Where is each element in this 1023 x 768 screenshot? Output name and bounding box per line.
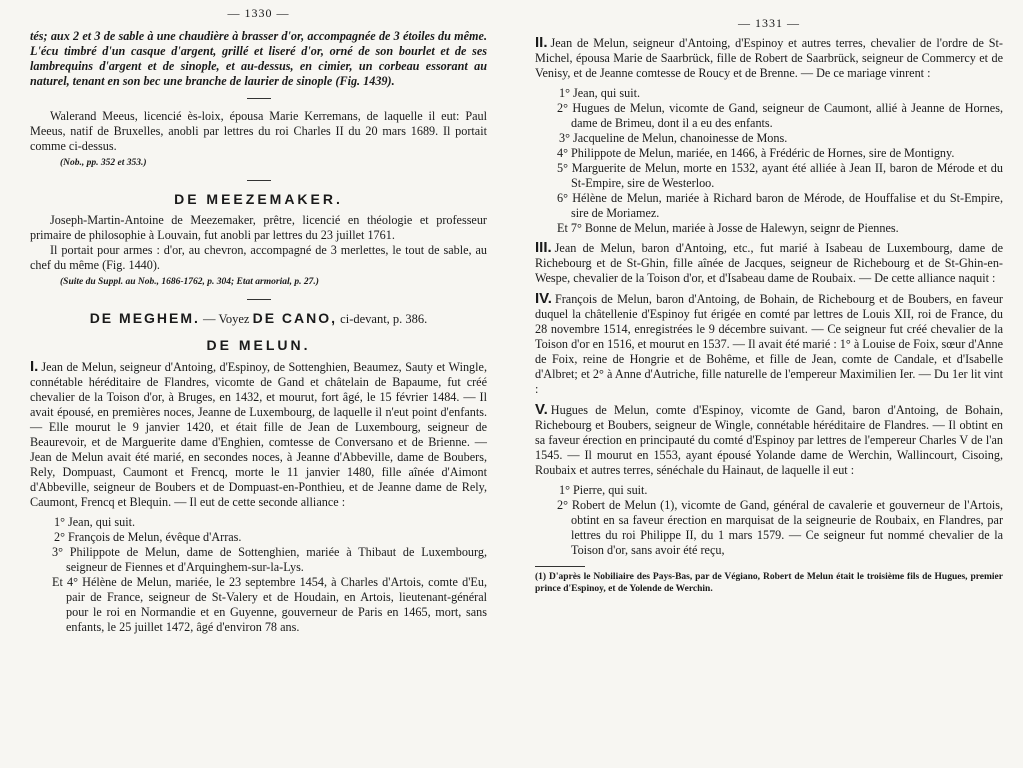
meezemaker-heading: DE MEEZEMAKER. [174,191,343,207]
footnote: (1) D'après le Nobiliaire des Pays-Bas, par de Végiano, Robert de Melun était le troisième fils de Hugues, premier prince d'Espinoy, et de Yolende de Werchin. [535,572,1003,594]
meghem-cross-reference [30,310,487,327]
meezemaker-arms: Il portait pour armes : d'or, au chevron, accompagné de 3 merlettes, le tout de sable, au chef du même (Fig. 1440). [30,243,487,272]
child-item: Et 4° Hélène de Melun, mariée, le 23 septembre 1454, à Charles d'Artois, comte d'Eu, pair de France, seigneur de St-Valery et de Houdain, en Artois, lieutenant-général pour le roi en Normandie et en Guyenne, gouverneur de Paris en 1465, mort, sans enfants, le 25 juillet 1472, âgé d'environ 78 ans. [52,575,487,634]
right-page [511,0,1023,768]
page-number: — 1331 — [738,16,800,30]
meeus-reference: (Nob., pp. 352 et 353.) [60,158,147,168]
child-item: 4° Philippote de Melun, mariée, en 1466, à Frédéric de Hornes, sire de Montigny. [557,146,955,160]
child-item: 1° Jean, qui suit. [54,515,136,529]
separator [247,299,271,300]
child-item: 2° Hugues de Melun, vicomte de Gand, seigneur de Caumont, allié à Jeanne de Hornes, dame de Brimeu, dont il a eu des enfants. [557,101,1003,130]
meghem-page: ci-devant, p. 386. [337,312,428,326]
genealogy-entry-2 [535,35,1003,81]
meghem-cano: DE CANO, [252,310,338,326]
child-item: Et 7° Bonne de Melun, mariée à Josse de Halewyn, seignr de Piennes. [557,221,899,235]
genealogy-entry-5 [535,402,1003,478]
entry-text: Jean de Melun, baron d'Antoing, etc., fut marié à Isabeau de Luxembourg, dame de Richebourg et de St-Ghin, fille aînée de Jacques, seigneur de Richebourg et de St-Ghin-en-Wespe, chevalier de la Toison d'or, et d'Isabeau dame de Roubaix. — De cette alliance naquit : [535,241,1003,285]
entry-text: François de Melun, baron d'Antoing, de Bohain, de Richebourg et de Boubers, en faveur duquel la châtellenie d'Espinoy fut érigée en comté par lettres de Louis XII, roi de France, du 28 novembre 1514, enregistrées le 9 décembre suivant. — Ce seigneur fut créé chevalier de la Toison d'or en 1516, et mourut en 1537. — Il avait été marié : 1° à Louise de Foix, sœur d'Anne de Foix, reine de Hongrie et de Bohême, et fille de Jean, comte de Candale, et d'Isabelle d'Albret; et 2° à Anne d'Autriche, fille naturelle de l'empereur Maximilien Ier. — Du 1er lit vint : [535,292,1003,396]
entry-number: V. [535,401,548,418]
genealogy-entry-1 [30,359,487,510]
child-item: 3° Jacqueline de Melun, chanoinesse de Mons. [559,131,788,145]
entry-text: Jean de Melun, seigneur d'Antoing, d'Espinoy et autres terres, chevalier de l'ordre de St-Michel, épousa Marie de Saarbrück, fille de Robert de Saarbrück, seigneur de Commercy et de Venisy, et de Jeanne comtesse de Roucy et de Brenne. — De ce mariage vinrent : [535,36,1003,80]
page-number: — 1330 — [227,6,290,20]
separator [247,180,271,181]
melun-heading: DE MELUN. [206,337,311,353]
child-item: 1° Jean, qui suit. [559,86,641,100]
entry-number: III. [535,239,552,256]
genealogy-entry-3 [535,240,1003,286]
child-item: 2° Robert de Melun (1), vicomte de Gand, général de cavalerie et gouverneur de l'Artois, obtint en sa faveur érection en marquisat de la seigneurie de Roubaix, en Flandres, par lettres du roi Philippe II, du 1 mars 1579. — Ce seigneur fut nommé chevalier de la Toison d'or, sans avoir été reçu, [557,498,1003,557]
meeus-paragraph: Walerand Meeus, licencié ès-loix, épousa Marie Kerremans, de laquelle il eut: Paul Meeus, natif de Bruxelles, anobli par lettres du roi Charles II du 20 mars 1689. Il portait comme ci-dessus. [30,109,487,153]
child-item: 3° Philippote de Melun, dame de Sottenghien, mariée à Thibaut de Luxembourg, seigneur de Fiennes et d'Arquinghem-sur-la-Lys. [52,545,487,574]
entry-text: Jean de Melun, seigneur d'Antoing, d'Espinoy, de Sottenghien, Beaumez, Sauty et Wingle, connétable héréditaire de Flandres, vicomte de Gand et châtelain de Bapaume, fut créé chevalier de la Toison d'or, à Bruges, en 1432, et mourut, fort âgé, le 15 février 1484. — Il avait épousé, en premières noces, Jeanne de Luxembourg, de laquelle il n'eut point d'enfants. — Elle mourut le 9 janvier 1420, et était fille de Jean de Luxembourg, seigneur de Beaurevoir, et de Marguerite dame d'Enghien, comtesse de Conversano et de Brienne. — Jean de Melun avait été marié, en secondes noces, à Jeanne d'Abbeville, dame de Boubers, Rely, Dompuast, Caumont et Frencq, morte le 11 janvier 1480, fille aînée d'Aimont d'Abbeville, seigneur de Boubers et de Dompuast-en-Ponthieu, et de Jeanne dame de Rely, Caumont, Frencq et Blequin. — Il eut de cette seconde alliance : [30,360,487,509]
footnote-rule [535,566,585,567]
left-page [0,0,511,768]
entry-number: II. [535,34,548,51]
meezemaker-reference: (Suite du Suppl. au Nob., 1686-1762, p. 304; Etat armorial, p. 27.) [60,277,319,287]
child-item: 1° Pierre, qui suit. [559,483,648,497]
separator [247,98,271,99]
meghem-name: DE MEGHEM. [89,310,200,326]
entry-number: I. [30,358,39,375]
genealogy-entry-4 [535,291,1003,397]
entry-text: Hugues de Melun, comte d'Espinoy, vicomte de Gand, baron d'Antoing, de Bohain, Richebourg et Boubers, seigneur de Wingle, connétable héréditaire de Flandres. — Il obtint en sa faveur érection en principauté du comté d'Espinoy par lettres de l'empereur Charles V de l'an 1545. — Il mourut en 1553, ayant épousé Yolande dame de Werchin, Wallincourt, Cisoing, Roubaix et autres terres, sénéchale du Hainaut, de laquelle il eut : [535,403,1003,477]
child-item: 6° Hélène de Melun, mariée à Richard baron de Mérode, de Houffalise et du St-Empire, sire de Moriamez. [557,191,1003,220]
meghem-see: — Voyez [199,312,253,326]
child-item: 5° Marguerite de Melun, morte en 1532, ayant été alliée à Jean II, baron de Mérode et du St-Empire, sire de Westerloo. [557,161,1003,190]
meezemaker-paragraph: Joseph-Martin-Antoine de Meezemaker, prêtre, licencié en théologie et professeur primaire de philosophie à Louvain, fut anobli par lettres du 23 juillet 1761. [30,213,487,242]
top-paragraph: tés; aux 2 et 3 de sable à une chaudière à brasser d'or, accompagnée de 3 étoiles du même. L'écu timbré d'un casque d'argent, grillé et liseré d'or, orné de son bourlet et de ses lambrequins d'argent et de sinople, et au-dessus, en cimier, un corbeau essorant au naturel, tenant en son bec une branche de laurier de sinople (Fig. 1439). [30,29,487,88]
child-item: 2° François de Melun, évêque d'Arras. [54,530,242,544]
entry-number: IV. [535,290,552,307]
